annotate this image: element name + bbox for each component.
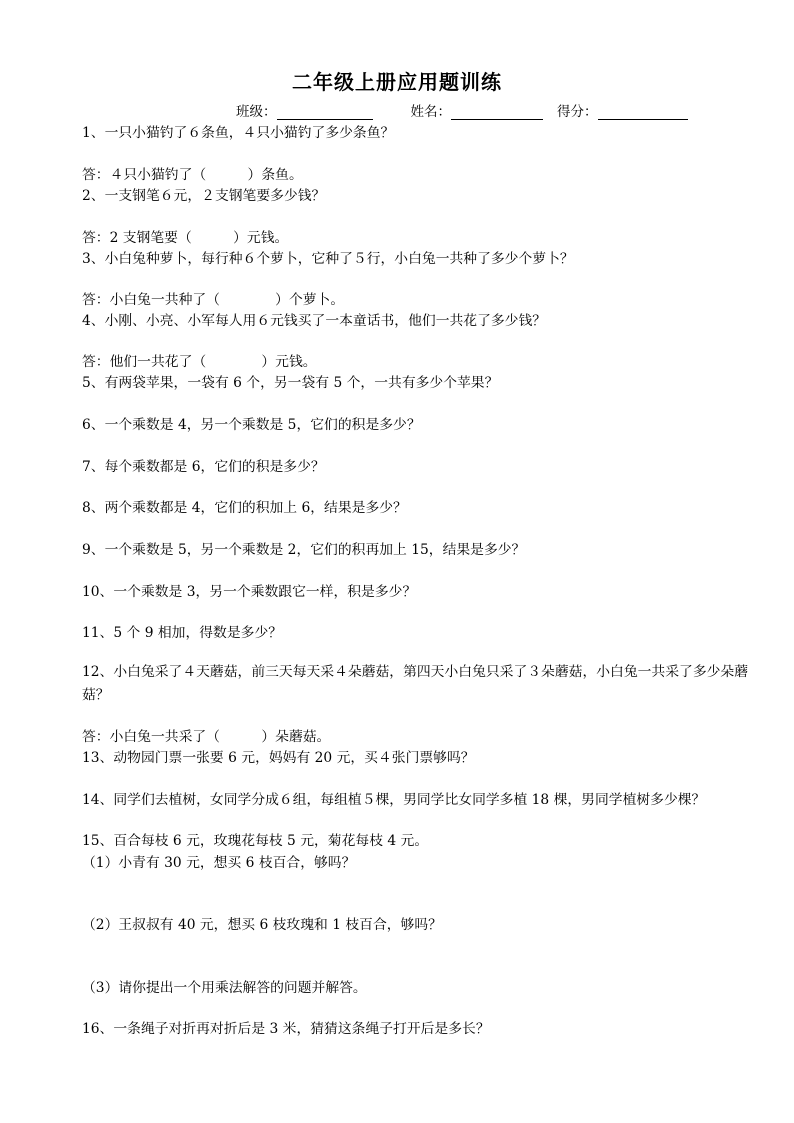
question-14: 14、同学们去植树，女同学分成６组，每组植５棵，男同学比女同学多植 18 棵，男同学植树多少棵？ <box>82 792 706 808</box>
question-5: 5、有两袋苹果，一袋有 6 个，另一袋有 5 个，一共有多少个苹果？ <box>82 375 499 391</box>
score-label: 得分： <box>557 104 598 120</box>
question-12: 12、小白兔采了４天蘑菇，前三天每天采４朵蘑菇，第四天小白兔只采了３朵蘑菇，小白兔一共采了多少朵蘑菇？ <box>82 664 749 703</box>
question-6: 6、一个乘数是 4，另一个乘数是 5，它们的积是多少？ <box>82 417 421 433</box>
class-blank[interactable] <box>277 105 373 120</box>
question-2: 2、一支钢笔６元，２支钢笔要多少钱？ <box>82 188 326 204</box>
student-info-row <box>236 100 688 120</box>
question-13: 13、动物园门票一张要 6 元，妈妈有 20 元，买４张门票够吗？ <box>82 750 475 766</box>
answer-4: 答：他们一共花了（ ）元钱。 <box>82 354 317 370</box>
question-1: 1、一只小猫钓了６条鱼，４只小猫钓了多少条鱼？ <box>82 125 395 141</box>
question-15-part-1: （1）小青有 30 元，想买 6 枝百合，够吗？ <box>82 855 356 871</box>
name-label: 姓名： <box>410 104 451 120</box>
answer-2: 答：2 支钢笔要（ ）元钱。 <box>82 230 289 246</box>
question-16: 16、一条绳子对折再对折后是 3 米，猜猜这条绳子打开后是多长？ <box>82 1021 490 1037</box>
question-15-part-2: （2）王叔叔有 40 元，想买 6 枝玫瑰和 1 枝百合，够吗？ <box>82 917 442 933</box>
question-9: 9、一个乘数是 5，另一个乘数是 2，它们的积再加上 15，结果是多少？ <box>82 542 526 558</box>
page-title: 二年级上册应用题训练 <box>292 70 502 94</box>
answer-1: 答：４只小猫钓了（ ）条鱼。 <box>82 167 303 183</box>
question-15-part-3: （3）请你提出一个用乘法解答的问题并解答。 <box>82 980 367 996</box>
name-blank[interactable] <box>451 105 543 120</box>
question-8: 8、两个乘数都是 4，它们的积加上 6，结果是多少？ <box>82 500 407 516</box>
answer-12: 答：小白兔一共采了（ ）朵蘑菇。 <box>82 729 331 745</box>
class-label: 班级： <box>236 104 277 120</box>
question-11: 11、5 个 9 相加，得数是多少？ <box>82 625 283 641</box>
question-7: 7、每个乘数都是 6，它们的积是多少？ <box>82 459 325 475</box>
answer-3: 答：小白兔一共种了（ ）个萝卜。 <box>82 292 345 308</box>
question-3: 3、小白兔种萝卜，每行种６个萝卜，它种了５行，小白兔一共种了多少个萝卜？ <box>82 251 574 267</box>
question-15: 15、百合每枝 6 元，玫瑰花每枝 5 元，菊花每枝 4 元。 <box>82 833 429 849</box>
question-4: 4、小刚、小亮、小军每人用６元钱买了一本童话书，他们一共花了多少钱？ <box>82 313 547 329</box>
score-blank[interactable] <box>598 105 688 120</box>
question-10: 10、一个乘数是 3，另一个乘数跟它一样，积是多少？ <box>82 584 417 600</box>
